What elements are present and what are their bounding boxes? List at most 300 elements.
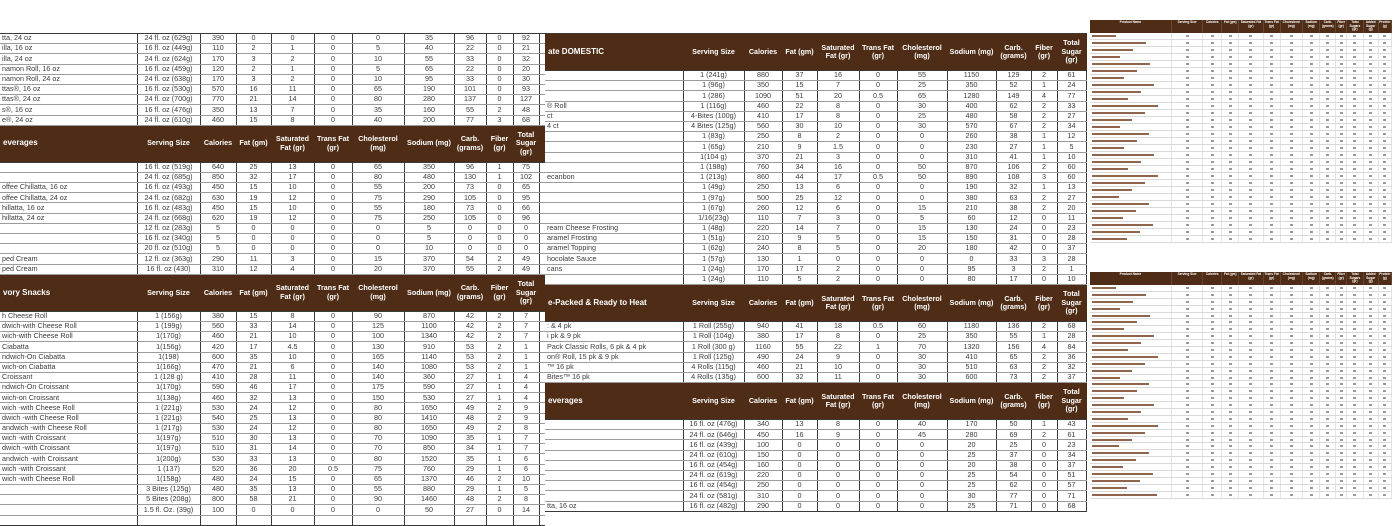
thumbnail-value-cell xyxy=(1364,437,1379,443)
value-cell: 290 xyxy=(404,193,454,203)
thumbnail-value-cell xyxy=(1172,416,1203,422)
thumbnail-value-cell xyxy=(1239,117,1263,123)
thumbnail-value-cell xyxy=(1347,361,1364,367)
value-cell: 95 xyxy=(947,264,996,274)
column-header: Fat (gm) xyxy=(782,34,817,71)
thumbnail-value-cell xyxy=(1303,313,1320,319)
value-cell: 290 xyxy=(744,501,782,511)
value-cell: 630 xyxy=(200,193,236,203)
value-cell: 1 Roll (300 g) xyxy=(683,342,744,352)
thumbnail-name-cell xyxy=(1090,110,1172,116)
thumbnail-value-cell xyxy=(1320,166,1336,172)
value-cell: 0 xyxy=(486,223,513,233)
product-name-cell: ® Roll xyxy=(545,101,683,111)
thumbnail-value-cell xyxy=(1303,306,1320,312)
thumbnail-value-cell xyxy=(1239,180,1263,186)
thumbnail-value-cell xyxy=(1203,361,1222,367)
thumbnail-value-cell xyxy=(1281,430,1303,436)
value-cell: 13 xyxy=(782,420,817,430)
thumbnail-value-cell xyxy=(1364,61,1379,67)
value-cell: 71 xyxy=(1057,491,1086,501)
section-header-row xyxy=(545,34,1086,71)
value-cell: 0 xyxy=(1031,481,1057,491)
value-cell: 33 xyxy=(454,54,486,64)
thumbnail-value-cell xyxy=(1303,215,1320,221)
value-cell: 0 xyxy=(1031,223,1057,233)
thumbnail-value-cell xyxy=(1320,354,1336,360)
thumbnail-value-cell xyxy=(1347,82,1364,88)
thumbnail-value-cell xyxy=(1264,208,1281,214)
thumbnail-row xyxy=(1090,416,1392,423)
thumbnail-value-cell xyxy=(1336,326,1347,332)
thumbnail-row xyxy=(1090,375,1392,382)
value-cell: 73 xyxy=(454,183,486,193)
value-cell: 55 xyxy=(352,484,404,494)
value-cell: 102 xyxy=(513,172,539,182)
thumbnail-value-cell xyxy=(1239,437,1263,443)
value-cell: 5 xyxy=(352,44,404,54)
value-cell: 0 xyxy=(859,440,897,450)
thumbnail-name-cell xyxy=(1090,180,1172,186)
thumbnail-value-cell xyxy=(1320,96,1336,102)
value-cell: 10 xyxy=(513,474,539,484)
thumbnail-value-cell xyxy=(1347,208,1364,214)
thumbnail-name-cell xyxy=(1090,416,1172,422)
product-name-cell: andwich -with Croissant xyxy=(0,454,137,464)
thumbnail-value-cell xyxy=(1281,110,1303,116)
value-cell: 0 xyxy=(352,223,404,233)
value-cell: 110 xyxy=(744,213,782,223)
value-cell: 12 xyxy=(782,203,817,213)
thumbnail-name-cell xyxy=(1090,103,1172,109)
value-cell: 540 xyxy=(200,413,236,423)
value-cell: 770 xyxy=(200,95,236,105)
value-cell: 1 xyxy=(782,254,817,264)
value-cell: 0.5 xyxy=(314,464,352,474)
column-header: Sodium (mg) xyxy=(404,125,454,162)
product-name-cell: tta, 16 oz xyxy=(545,501,683,511)
thumbnail-value-cell xyxy=(1239,478,1263,484)
thumbnail-row xyxy=(1090,40,1392,47)
thumbnail-value-cell xyxy=(1379,145,1392,151)
value-cell: 80 xyxy=(947,274,996,284)
thumbnail-value-cell xyxy=(1379,299,1392,305)
thumbnail-name-cell xyxy=(1090,138,1172,144)
value-cell: 480 xyxy=(947,111,996,121)
value-cell: 35 xyxy=(352,105,404,115)
thumbnail-value-cell xyxy=(1264,103,1281,109)
thumbnail-name-cell xyxy=(1090,450,1172,456)
product-name-cell: i pk & 9 pk xyxy=(545,332,683,342)
thumbnail-value-cell xyxy=(1264,340,1281,346)
thumbnail-value-cell xyxy=(1379,96,1392,102)
value-cell: 460 xyxy=(200,332,236,342)
thumbnail-value-cell xyxy=(1203,368,1222,374)
thumbnail-value-cell xyxy=(1379,187,1392,193)
thumbnail-value-cell xyxy=(1364,47,1379,53)
value-cell: 41 xyxy=(782,321,817,331)
thumbnail-value-cell xyxy=(1320,117,1336,123)
table-row xyxy=(0,423,545,433)
product-name-cell: ttas®, 16 oz xyxy=(0,84,137,94)
product-name-cell xyxy=(545,183,683,193)
table-row xyxy=(0,474,545,484)
table-row xyxy=(545,162,1086,172)
thumbnail-value-cell xyxy=(1281,478,1303,484)
thumbnail-value-cell xyxy=(1320,33,1336,39)
thumbnail-value-cell xyxy=(1264,166,1281,172)
value-cell: 7 xyxy=(817,81,859,91)
thumbnail-value-cell xyxy=(1281,485,1303,491)
value-cell: 51 xyxy=(782,91,817,101)
table-row xyxy=(0,332,545,342)
thumbnail-value-cell xyxy=(1264,173,1281,179)
value-cell: 35 xyxy=(454,454,486,464)
value-cell: 2 xyxy=(271,54,314,64)
thumbnail-row xyxy=(1090,299,1392,306)
thumbnail-value-cell xyxy=(1264,215,1281,221)
product-name-cell: ttas®, 24 oz xyxy=(0,95,137,105)
value-cell: 1 (213g) xyxy=(683,172,744,182)
column-header: Serving Size xyxy=(137,125,200,162)
thumbnail-row xyxy=(1090,145,1392,152)
value-cell: 73 xyxy=(454,203,486,213)
value-cell: 8 xyxy=(817,332,859,342)
thumbnail-value-cell xyxy=(1172,347,1203,353)
thumbnail-value-cell xyxy=(1320,492,1336,498)
value-cell: 95 xyxy=(513,193,539,203)
thumbnail-value-cell xyxy=(1320,103,1336,109)
value-cell: 23 xyxy=(1057,440,1086,450)
thumbnail-value-cell xyxy=(1222,110,1239,116)
thumbnail-value-cell xyxy=(1239,492,1263,498)
thumbnail-value-cell xyxy=(1222,457,1239,463)
value-cell: 0 xyxy=(859,430,897,440)
thumbnail-value-cell xyxy=(1281,402,1303,408)
value-cell: 17 xyxy=(271,383,314,393)
thumbnail-column-header: Calories xyxy=(1203,20,1222,33)
thumbnail-value-cell xyxy=(1336,33,1347,39)
thumbnail-row xyxy=(1090,388,1392,395)
thumbnail-value-cell xyxy=(1336,388,1347,394)
thumbnail-value-cell xyxy=(1379,485,1392,491)
thumbnail-value-cell xyxy=(1172,492,1203,498)
thumbnail-value-cell xyxy=(1264,326,1281,332)
value-cell: 160 xyxy=(404,105,454,115)
thumbnail-value-cell xyxy=(1303,54,1320,60)
thumbnail-value-cell xyxy=(1239,450,1263,456)
value-cell: 60 xyxy=(897,321,947,331)
value-cell: 8 xyxy=(817,420,859,430)
product-name-cell: Ciabatta xyxy=(0,342,137,352)
thumbnail-value-cell xyxy=(1239,236,1263,242)
value-cell: 1(200g) xyxy=(137,454,200,464)
thumbnail-value-cell xyxy=(1264,292,1281,298)
value-cell: 69 xyxy=(996,430,1031,440)
thumbnail-name-cell xyxy=(1090,443,1172,449)
thumbnail-value-cell xyxy=(1379,47,1392,53)
thumbnail-value-cell xyxy=(1364,416,1379,422)
table-row xyxy=(545,430,1086,440)
thumbnail-value-cell xyxy=(1347,457,1364,463)
thumbnail-value-cell xyxy=(1203,82,1222,88)
column-header: Trans Fat (gr) xyxy=(314,274,352,311)
value-cell: 350 xyxy=(947,81,996,91)
value-cell: 0 xyxy=(897,132,947,142)
thumbnail-name-cell xyxy=(1090,492,1172,498)
thumbnail-value-cell xyxy=(1347,96,1364,102)
thumbnail-value-cell xyxy=(1239,471,1263,477)
column-header: Cholesterol (mg) xyxy=(897,284,947,321)
product-name-cell: cans xyxy=(545,264,683,274)
thumbnail-value-cell xyxy=(1172,361,1203,367)
thumbnail-column-header: Fat (gm) xyxy=(1222,20,1239,33)
thumbnail-value-cell xyxy=(1222,361,1239,367)
thumbnail-value-cell xyxy=(1364,68,1379,74)
value-cell: 61 xyxy=(1057,71,1086,81)
product-name-cell xyxy=(545,440,683,450)
thumbnail-name-cell xyxy=(1090,215,1172,221)
thumbnail-value-cell xyxy=(1281,152,1303,158)
thumbnail-value-cell xyxy=(1222,138,1239,144)
thumbnail-value-cell xyxy=(1336,333,1347,339)
value-cell: 7 xyxy=(817,223,859,233)
value-cell: 1.5 xyxy=(817,142,859,152)
thumbnail-name-cell xyxy=(1090,68,1172,74)
thumbnail-value-cell xyxy=(1347,152,1364,158)
product-name-cell: wich-on Ciabatta xyxy=(0,362,137,372)
thumbnail-value-cell xyxy=(1203,236,1222,242)
value-cell: 16 fl. oz (449g) xyxy=(137,44,200,54)
value-cell: 140 xyxy=(352,362,404,372)
thumbnail-value-cell xyxy=(1347,492,1364,498)
value-cell: 0 xyxy=(859,420,897,430)
value-cell: 130 xyxy=(744,254,782,264)
thumbnail-value-cell xyxy=(1239,61,1263,67)
value-cell: 0 xyxy=(314,311,352,321)
thumbnail-value-cell xyxy=(1347,333,1364,339)
value-cell: 52 xyxy=(996,81,1031,91)
thumbnail-row xyxy=(1090,347,1392,354)
value-cell: 1(104 g) xyxy=(683,152,744,162)
thumbnail-value-cell xyxy=(1336,471,1347,477)
value-cell: 25 xyxy=(947,471,996,481)
thumbnail-value-cell xyxy=(1281,368,1303,374)
value-cell: 0 xyxy=(1031,460,1057,470)
table-row xyxy=(0,403,545,413)
value-cell: 75 xyxy=(352,213,404,223)
thumbnail-row xyxy=(1090,222,1392,229)
value-cell: 25 xyxy=(236,413,271,423)
thumbnail-value-cell xyxy=(1222,145,1239,151)
thumbnail-value-cell xyxy=(1172,131,1203,137)
product-name-cell: dwich -with Croissant xyxy=(0,444,137,454)
value-cell: 0 xyxy=(486,44,513,54)
value-cell: 42 xyxy=(454,321,486,331)
thumbnail-name-cell xyxy=(1090,485,1172,491)
thumbnail-value-cell xyxy=(1281,159,1303,165)
value-cell: 1 xyxy=(1031,183,1057,193)
thumbnail-value-cell xyxy=(1364,166,1379,172)
thumbnail-name-cell xyxy=(1090,61,1172,67)
thumbnail-value-cell xyxy=(1222,340,1239,346)
value-cell: 13 xyxy=(271,454,314,464)
table-row xyxy=(545,450,1086,460)
value-cell: 7 xyxy=(782,213,817,223)
thumbnail-value-cell xyxy=(1347,215,1364,221)
value-cell: 1 (24g) xyxy=(683,264,744,274)
value-cell: 4 xyxy=(513,393,539,403)
value-cell: 25 xyxy=(897,332,947,342)
thumbnail-value-cell xyxy=(1364,299,1379,305)
value-cell: 0 xyxy=(486,74,513,84)
table-row xyxy=(0,464,545,474)
value-cell: 0 xyxy=(314,474,352,484)
value-cell: 80 xyxy=(352,172,404,182)
thumbnail-row xyxy=(1090,110,1392,117)
value-cell: 2 xyxy=(486,311,513,321)
thumbnail-name-cell xyxy=(1090,236,1172,242)
value-cell: 390 xyxy=(200,34,236,44)
value-cell: 12 xyxy=(271,213,314,223)
thumbnail-value-cell xyxy=(1203,450,1222,456)
value-cell: 6 xyxy=(513,464,539,474)
thumbnail-value-cell xyxy=(1320,443,1336,449)
table-row xyxy=(545,501,1086,511)
thumbnail-value-cell xyxy=(1347,395,1364,401)
value-cell: 110 xyxy=(744,274,782,284)
value-cell: 108 xyxy=(996,172,1031,182)
thumbnail-value-cell xyxy=(1203,124,1222,130)
product-name-cell: offee Chillatta, 16 oz xyxy=(0,183,137,193)
thumbnail-value-cell xyxy=(1347,375,1364,381)
thumbnail-value-cell xyxy=(1303,478,1320,484)
value-cell: 50 xyxy=(996,420,1031,430)
column-header: Cholesterol (mg) xyxy=(897,34,947,71)
value-cell: 25 xyxy=(947,481,996,491)
product-name-cell: aramel Frosting xyxy=(545,234,683,244)
thumbnail-value-cell xyxy=(1172,215,1203,221)
thumbnail-value-cell xyxy=(1281,361,1303,367)
table-row xyxy=(0,515,545,525)
thumbnail-name-cell xyxy=(1090,478,1172,484)
value-cell: 28 xyxy=(1057,254,1086,264)
thumbnail-value-cell xyxy=(1203,437,1222,443)
thumbnail-value-cell xyxy=(1264,443,1281,449)
value-cell: 21 xyxy=(236,95,271,105)
value-cell: 800 xyxy=(200,495,236,505)
thumbnail-value-cell xyxy=(1364,492,1379,498)
value-cell: 24 fl. oz (629g) xyxy=(137,34,200,44)
value-cell: 25 xyxy=(996,440,1031,450)
thumbnail-value-cell xyxy=(1336,180,1347,186)
section-title: vory Snacks xyxy=(0,274,137,311)
value-cell: 20 xyxy=(817,91,859,101)
product-name-cell: andwich -with Cheese Roll xyxy=(0,423,137,433)
thumbnail-value-cell xyxy=(1239,33,1263,39)
thumbnail-value-cell xyxy=(1281,333,1303,339)
thumbnail-value-cell xyxy=(1303,368,1320,374)
value-cell: 58 xyxy=(996,111,1031,121)
column-header: Serving Size xyxy=(683,34,744,71)
thumbnail-value-cell xyxy=(1281,375,1303,381)
product-name-cell: wich-on Croissant xyxy=(0,393,137,403)
value-cell: 14 xyxy=(271,444,314,454)
thumbnail-value-cell xyxy=(1264,187,1281,193)
value-cell: 75 xyxy=(352,193,404,203)
thumbnail-value-cell xyxy=(1320,236,1336,242)
product-name-cell: wich -with Croissant xyxy=(0,464,137,474)
value-cell: 17 xyxy=(782,264,817,274)
thumbnail-value-cell xyxy=(1239,416,1263,422)
table-row xyxy=(545,121,1086,131)
thumbnail-value-cell xyxy=(1264,381,1281,387)
thumbnail-value-cell xyxy=(1347,236,1364,242)
thumbnail-row xyxy=(1090,306,1392,313)
thumbnail-value-cell xyxy=(1172,124,1203,130)
thumbnail-value-cell xyxy=(1222,61,1239,67)
thumbnail-value-cell xyxy=(1172,208,1203,214)
thumbnail-value-cell xyxy=(1303,180,1320,186)
value-cell: 510 xyxy=(200,434,236,444)
table-row xyxy=(0,162,545,172)
thumbnail-row xyxy=(1090,187,1392,194)
thumbnail-value-cell xyxy=(1379,457,1392,463)
value-cell: 41 xyxy=(996,152,1031,162)
section-header-row xyxy=(0,125,545,162)
value-cell xyxy=(404,515,454,525)
thumbnail-value-cell xyxy=(1239,368,1263,374)
value-cell: 37 xyxy=(1057,460,1086,470)
thumbnail-column-header: Cholesterol (mg) xyxy=(1281,272,1303,285)
thumbnail-value-cell xyxy=(1239,409,1263,415)
value-cell: 0 xyxy=(271,505,314,515)
value-cell: 65 xyxy=(897,91,947,101)
value-cell: 0 xyxy=(897,264,947,274)
value-cell: 0 xyxy=(859,213,897,223)
value-cell: 1 (51g) xyxy=(683,234,744,244)
value-cell: 20 fl. oz (510g) xyxy=(137,244,200,254)
value-cell: 20 xyxy=(271,464,314,474)
value-cell: 15 xyxy=(782,81,817,91)
value-cell: 75 xyxy=(352,464,404,474)
thumbnail-name-cell xyxy=(1090,361,1172,367)
thumbnail-value-cell xyxy=(1303,89,1320,95)
value-cell: 380 xyxy=(947,193,996,203)
value-cell: 50 xyxy=(897,172,947,182)
value-cell: 0 xyxy=(782,481,817,491)
thumbnail-value-cell xyxy=(1379,450,1392,456)
value-cell: 910 xyxy=(404,342,454,352)
value-cell: 0 xyxy=(782,471,817,481)
thumbnail-value-cell xyxy=(1172,388,1203,394)
value-cell: 1 xyxy=(1031,81,1057,91)
product-name-cell: namon Roll, 16 oz xyxy=(0,64,137,74)
value-cell: 0 xyxy=(271,234,314,244)
thumbnail-value-cell xyxy=(1303,131,1320,137)
thumbnail-value-cell xyxy=(1379,61,1392,67)
thumbnail-value-cell xyxy=(1303,61,1320,67)
thumbnail-value-cell xyxy=(1303,194,1320,200)
thumbnail-value-cell xyxy=(1203,464,1222,470)
value-cell: 0 xyxy=(314,383,352,393)
section-title: everages xyxy=(0,125,137,162)
value-cell: 1 Roll (104g) xyxy=(683,332,744,342)
thumbnail-value-cell xyxy=(1303,173,1320,179)
value-cell: 1(166g) xyxy=(137,362,200,372)
thumbnail-value-cell xyxy=(1336,437,1347,443)
thumbnail-value-cell xyxy=(1264,450,1281,456)
